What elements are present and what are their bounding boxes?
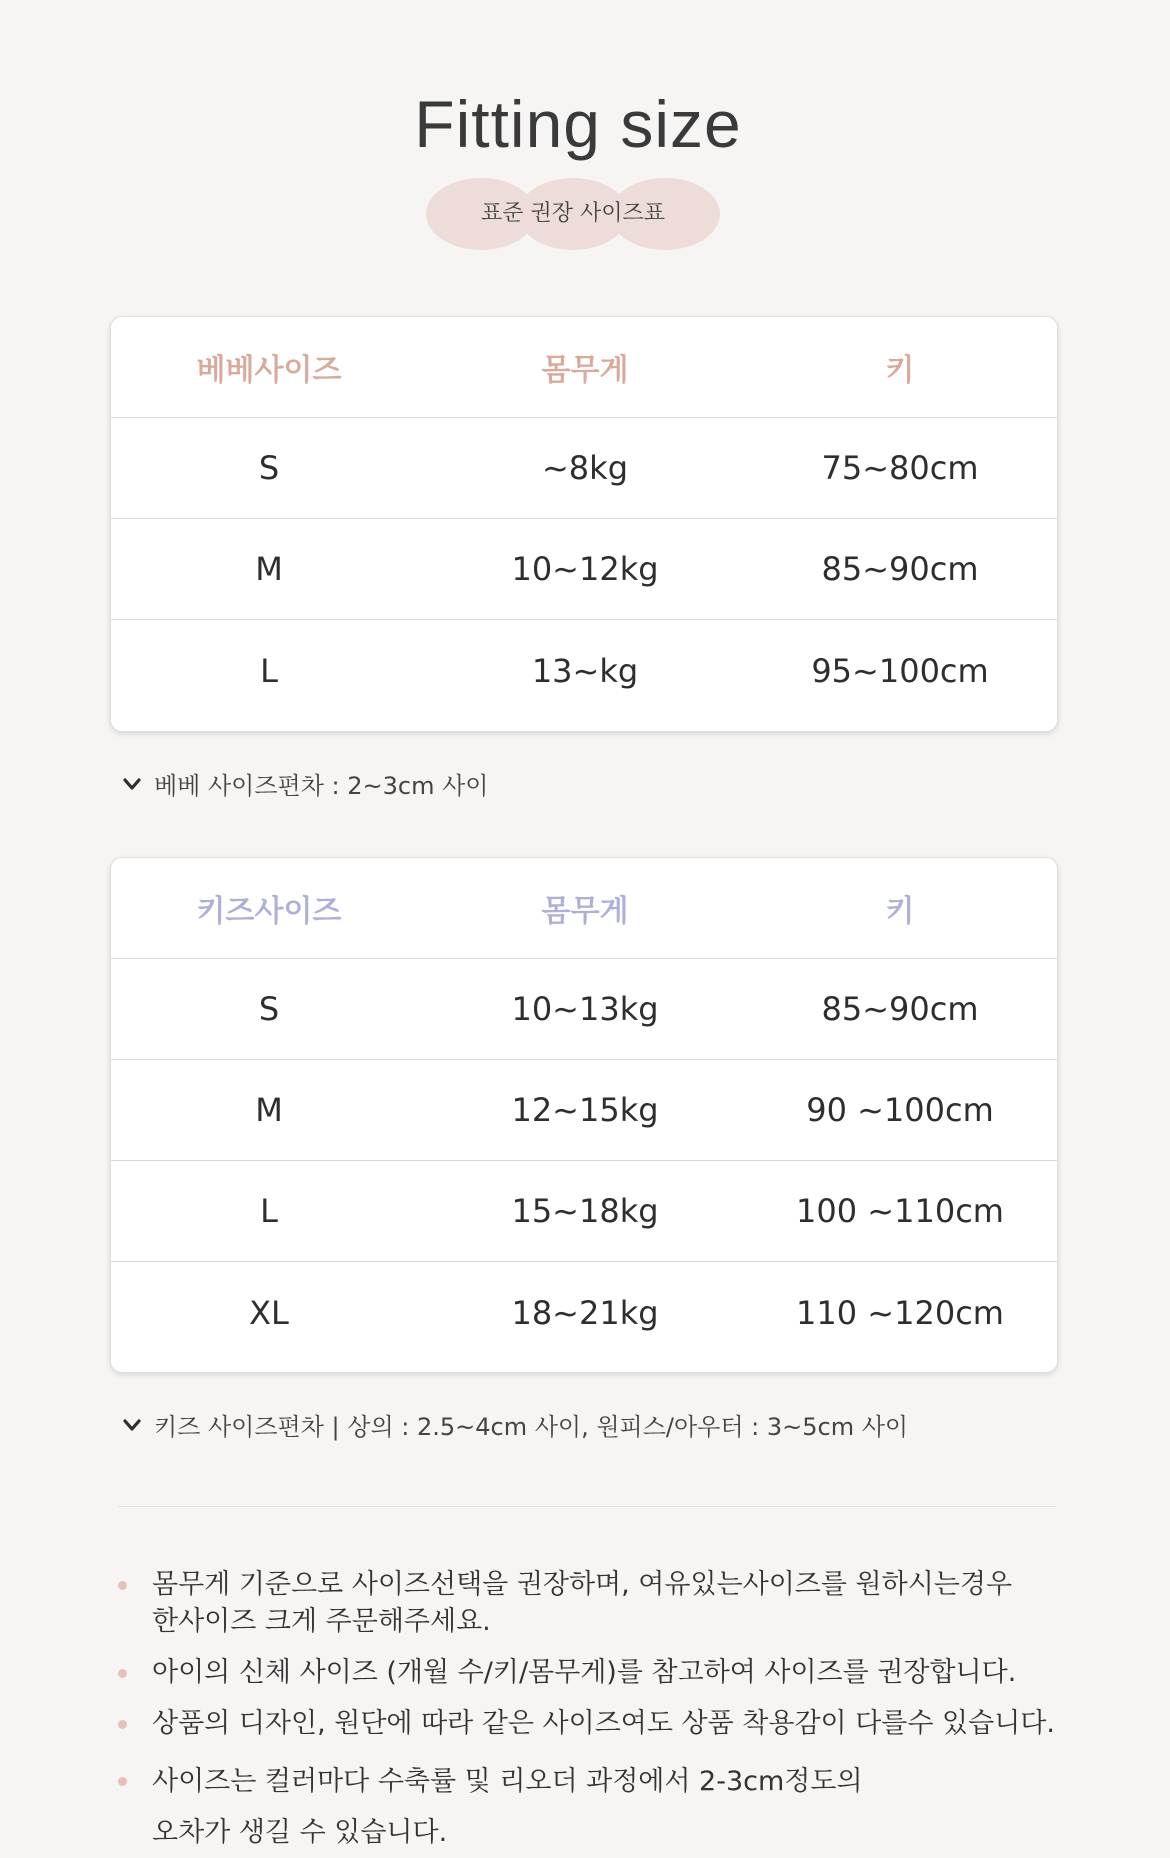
bebe-note-text: 베베 사이즈편차 : 2~3cm 사이	[154, 772, 489, 800]
note-line: 사이즈는 컬러마다 수축률 및 리오더 과정에서 2-3cm정도의	[152, 1766, 863, 1797]
section-divider	[118, 1506, 1056, 1507]
bullet-dot	[118, 1581, 127, 1590]
list-item	[118, 1705, 1078, 1742]
bebe-size-note	[122, 766, 488, 801]
chevron-down-icon	[122, 1415, 142, 1435]
bullet-dot	[118, 1777, 127, 1786]
weight-cell: ~8kg	[541, 449, 628, 487]
height-cell: 95~100cm	[811, 651, 989, 690]
size-chart-badge	[426, 178, 720, 250]
note-line: 한사이즈 크게 주문해주세요.	[152, 1606, 491, 1637]
table-row	[111, 1161, 1057, 1262]
height-cell: 75~80cm	[821, 449, 979, 487]
kids-note-text: 키즈 사이즈편차 | 상의 : 2.5~4cm 사이, 원피스/아우터 : 3~5cm 사이	[154, 1413, 909, 1441]
size-cell: M	[255, 1091, 283, 1129]
height-cell: 85~90cm	[821, 550, 979, 588]
note-line: 상품의 디자인, 원단에 따라 같은 사이즈여도 상품 착용감이 다를수 있습니다.	[152, 1708, 1055, 1739]
header-weight: 몸무게	[541, 894, 629, 929]
table-row	[111, 519, 1057, 620]
table-row	[111, 620, 1057, 721]
table-row	[111, 959, 1057, 1060]
weight-cell: 10~12kg	[511, 550, 659, 588]
size-guide-notes	[118, 1566, 1078, 1858]
badge-label: 표준 권장 사이즈표	[480, 201, 665, 226]
size-cell: L	[260, 651, 278, 690]
table-header-row	[111, 317, 1057, 418]
height-cell: 90 ~100cm	[806, 1091, 994, 1129]
note-line: 아이의 신체 사이즈 (개월 수/키/몸무게)를 참고하여 사이즈를 권장합니다.	[152, 1657, 1017, 1688]
table-header-row	[111, 858, 1057, 959]
chevron-down-icon	[122, 774, 142, 794]
list-item	[118, 1756, 1078, 1858]
bullet-dot	[118, 1720, 127, 1729]
weight-cell: 10~13kg	[511, 990, 659, 1028]
list-item	[118, 1566, 1078, 1640]
header-size: 베베사이즈	[196, 353, 342, 388]
size-cell: S	[258, 449, 280, 487]
page-title: Fitting size	[414, 87, 742, 161]
header-height: 키	[885, 353, 915, 388]
header-size: 키즈사이즈	[196, 894, 342, 929]
table-row	[111, 1060, 1057, 1161]
size-cell: L	[260, 1192, 278, 1230]
size-cell: M	[255, 550, 283, 588]
weight-cell: 18~21kg	[511, 1293, 659, 1332]
bullet-dot	[118, 1669, 127, 1678]
height-cell: 110 ~120cm	[796, 1293, 1004, 1332]
table-row	[111, 418, 1057, 519]
kids-size-note	[122, 1407, 908, 1442]
note-line: 오차가 생길 수 있습니다.	[152, 1817, 448, 1848]
size-cell: XL	[249, 1293, 289, 1332]
bebe-size-table	[110, 316, 1058, 732]
kids-size-table	[110, 857, 1058, 1373]
weight-cell: 13~kg	[531, 651, 639, 690]
header-height: 키	[885, 894, 915, 929]
height-cell: 100 ~110cm	[796, 1192, 1004, 1230]
weight-cell: 12~15kg	[511, 1091, 659, 1129]
table-row	[111, 1262, 1057, 1363]
size-cell: S	[258, 990, 280, 1028]
weight-cell: 15~18kg	[511, 1192, 659, 1230]
note-line: 몸무게 기준으로 사이즈선택을 권장하며, 여유있는사이즈를 원하시는경우	[152, 1569, 1013, 1600]
header-weight: 몸무게	[541, 353, 629, 388]
height-cell: 85~90cm	[821, 990, 979, 1028]
list-item	[118, 1654, 1078, 1691]
